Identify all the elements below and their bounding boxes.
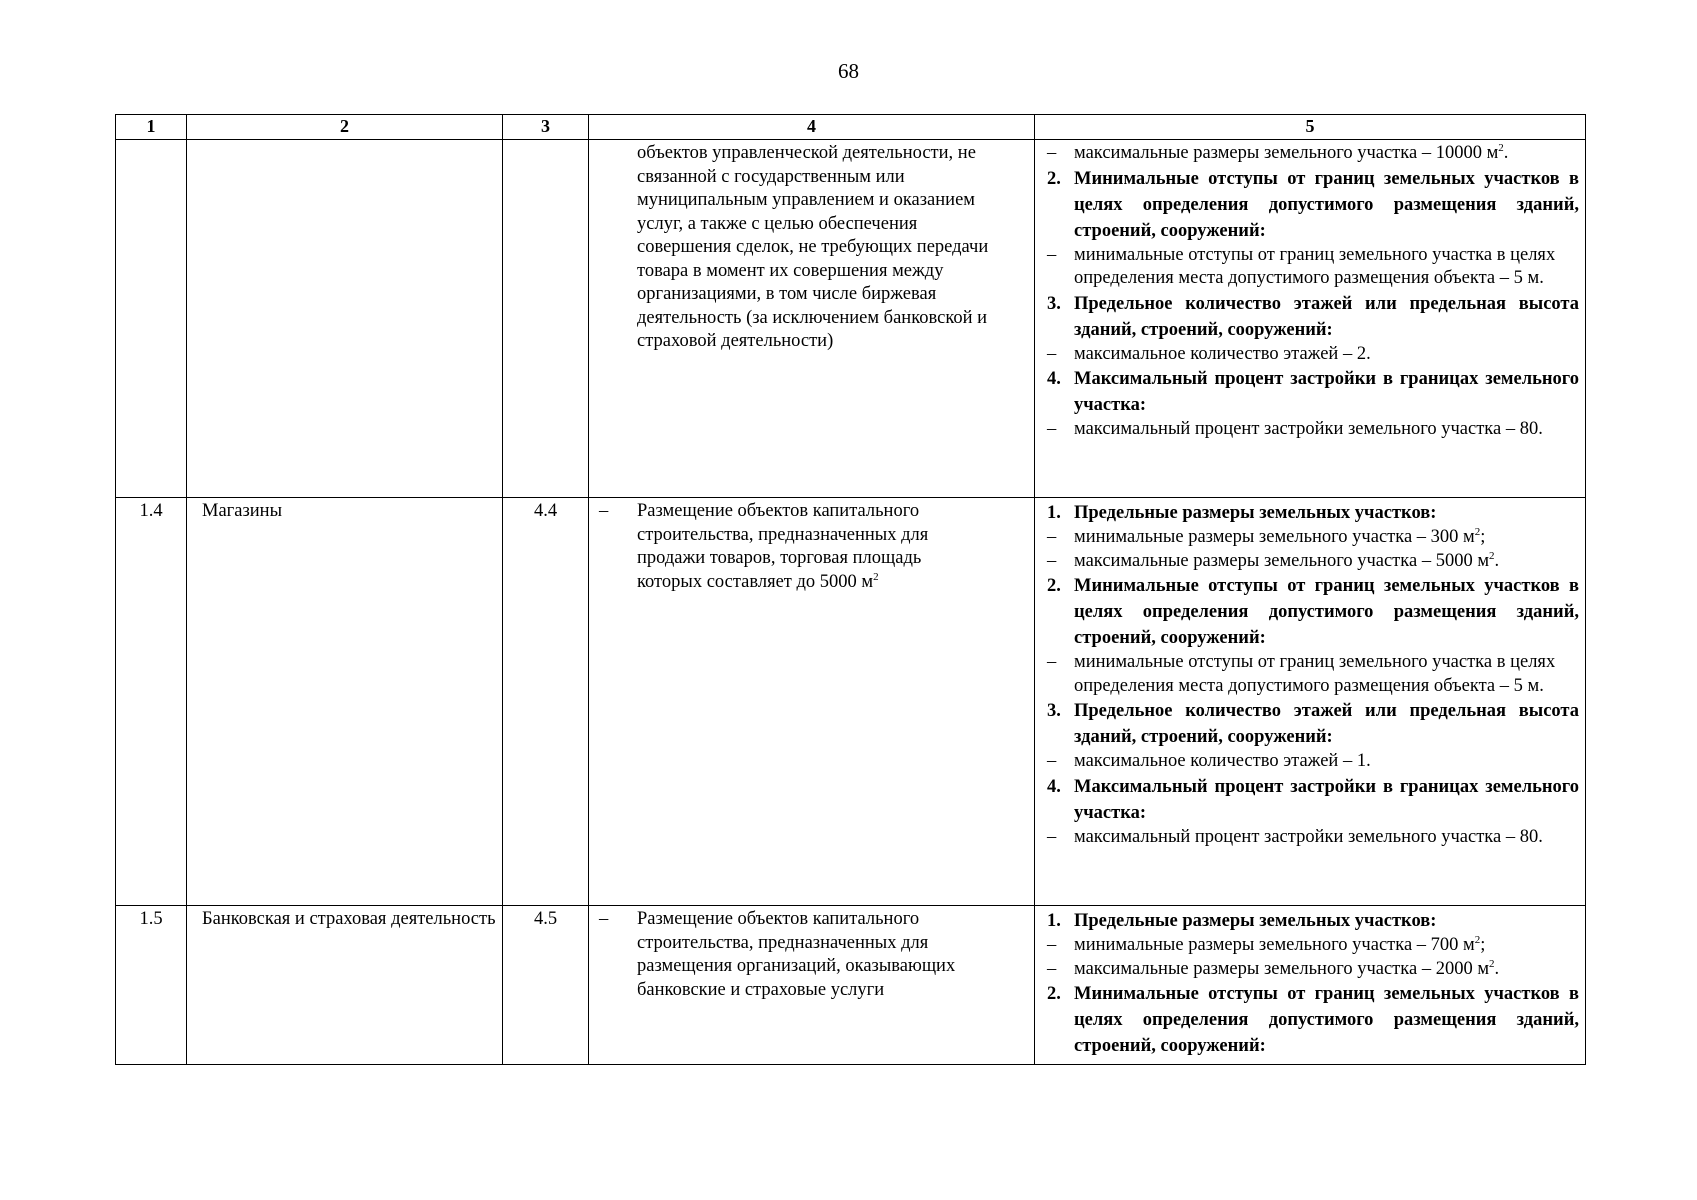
parameter-text	[1074, 166, 1579, 244]
description-line: строительства, предназначенных для	[637, 524, 929, 545]
parameter-heading	[1047, 500, 1579, 526]
parameter-text	[1074, 291, 1579, 343]
parameter-text	[1074, 573, 1579, 651]
row-number-cell	[116, 140, 187, 498]
parameter-item	[1047, 826, 1579, 850]
use-code: 4.4	[533, 501, 558, 521]
parameter-text	[1074, 526, 1579, 550]
parameter-text	[1074, 550, 1579, 574]
use-name-cell	[187, 906, 503, 1065]
parameter-heading	[1047, 774, 1579, 826]
dash-marker: –	[1047, 826, 1057, 847]
description-line: продажи товаров, торговая площадь	[637, 548, 922, 568]
parameters-cell	[1035, 140, 1586, 498]
parameter-heading	[1047, 573, 1579, 651]
item-number: 1.	[1047, 911, 1061, 931]
parameter-text-body: Минимальные отступы от границ земельных участков в целях определения допустимого размещения зданий, строений, сооружений:	[1074, 984, 1579, 1056]
parameter-text	[1074, 934, 1579, 958]
use-code-cell	[503, 498, 589, 906]
parameter-text	[1074, 981, 1579, 1059]
punctuation: .	[1503, 143, 1509, 163]
parameter-text-body: максимальные размеры земельного участка – 5000 м	[1074, 550, 1490, 571]
description-line: связанной с государственным или	[637, 166, 905, 187]
description-line: размещения организаций, оказывающих	[637, 956, 956, 976]
parameter-item	[1047, 651, 1579, 698]
parameter-text-body: минимальные размеры земельного участка – 700 м	[1074, 935, 1475, 955]
use-name-cell	[187, 498, 503, 906]
parameter-heading	[1047, 291, 1579, 343]
parameter-heading	[1047, 166, 1579, 244]
description-line: строительства, предназначенных для	[637, 932, 929, 953]
description-line: Размещение объектов капитального	[637, 909, 920, 929]
parameter-text-body: минимальные отступы от границ земельного участка в целях определения места допустимого размещения объекта – 5 м.	[1074, 652, 1556, 696]
use-name: Магазины	[202, 501, 282, 521]
parameter-heading	[1047, 981, 1579, 1059]
parameter-text	[1074, 500, 1579, 526]
description-line: объектов управленческой деятельности, не	[637, 143, 976, 163]
item-number: 2.	[1047, 576, 1061, 596]
dash-marker: –	[599, 501, 609, 521]
table-header-row	[116, 115, 1586, 140]
parameter-text	[1074, 826, 1579, 850]
dash-marker: –	[1047, 958, 1057, 979]
parameters-cell	[1035, 906, 1586, 1065]
parameter-item	[1047, 343, 1579, 367]
page-number: 68	[838, 59, 859, 83]
column-header: 2	[187, 115, 503, 140]
item-number: 2.	[1047, 168, 1061, 189]
parameter-text-body: Предельные размеры земельных участков:	[1074, 911, 1437, 931]
use-name: Банковская и страховая деятельность	[202, 909, 496, 929]
parameter-text-body: Минимальные отступы от границ земельных участков в целях определения допустимого размещения зданий, строений, сооружений:	[1074, 168, 1579, 241]
parameter-text	[1074, 343, 1579, 367]
table-row	[116, 498, 1586, 906]
description-block	[599, 908, 1026, 1002]
dash-marker: –	[1047, 550, 1057, 571]
description-line: совершения сделок, не требующих передачи	[637, 237, 989, 257]
parameter-text-body: максимальный процент застройки земельного участка – 80.	[1074, 419, 1543, 439]
parameter-text	[1074, 244, 1579, 291]
parameter-text-body: Максимальный процент застройки в границах земельного участка:	[1074, 776, 1579, 823]
column-header: 3	[503, 115, 589, 140]
parameter-text-body: максимальное количество этажей – 2.	[1074, 343, 1371, 364]
parameter-item	[1047, 526, 1579, 550]
item-number: 2.	[1047, 984, 1061, 1004]
punctuation: .	[1494, 550, 1500, 571]
description-line: деятельность (за исключением банковской и	[637, 307, 988, 328]
parameter-text-body: минимальные размеры земельного участка – 300 м	[1074, 527, 1475, 547]
item-number: 3.	[1047, 293, 1061, 314]
description-text	[637, 142, 1026, 354]
superscript: 2	[1498, 142, 1504, 154]
description-cell	[589, 140, 1035, 498]
dash-marker: –	[1047, 527, 1057, 547]
parameter-text-body: Предельные размеры земельных участков:	[1074, 503, 1437, 523]
table-row	[116, 140, 1586, 498]
column-header: 5	[1035, 115, 1586, 140]
use-name-cell	[187, 140, 503, 498]
parameter-text	[1074, 366, 1579, 418]
item-number: 4.	[1047, 369, 1061, 389]
parameter-heading	[1047, 366, 1579, 418]
parameter-item	[1047, 934, 1579, 958]
description-cell	[589, 498, 1035, 906]
description-text	[637, 908, 1026, 1002]
parameter-text	[1074, 750, 1579, 774]
description-line: услуг, а также с целью обеспечения	[637, 213, 918, 234]
dash-marker: –	[1047, 143, 1057, 163]
parameter-item	[1047, 244, 1579, 291]
parameter-item	[1047, 958, 1579, 982]
parameter-text-body: максимальное количество этажей – 1.	[1074, 751, 1371, 771]
use-code: 4.5	[533, 909, 558, 929]
description-line: товара в момент их совершения между	[637, 260, 944, 281]
parameter-text-body: Предельное количество этажей или предельная высота зданий, строений, сооружений:	[1074, 293, 1579, 340]
description-block	[599, 500, 1026, 594]
description-cell	[589, 906, 1035, 1065]
description-line: банковские и страховые услуги	[637, 979, 885, 1000]
parameter-text-body: Максимальный процент застройки в границах земельного участка:	[1074, 369, 1579, 415]
table-row	[116, 906, 1586, 1065]
dash-marker: –	[1047, 343, 1057, 364]
parameter-text	[1074, 908, 1579, 934]
parameter-heading	[1047, 908, 1579, 934]
description-block	[599, 142, 1026, 354]
use-code-cell	[503, 140, 589, 498]
parameter-heading	[1047, 698, 1579, 750]
row-number: 1.4	[139, 501, 163, 521]
row-number: 1.5	[139, 909, 163, 929]
parameters-cell	[1035, 498, 1586, 906]
dash-marker: –	[1047, 935, 1057, 955]
punctuation: .	[1494, 958, 1500, 979]
column-header: 1	[116, 115, 187, 140]
parameter-text-body: минимальные отступы от границ земельного участка в целях определения места допустимого размещения объекта – 5 м.	[1074, 244, 1556, 288]
description-line: страховой деятельности)	[637, 331, 834, 351]
parameter-text	[1074, 774, 1579, 826]
dash-marker: –	[1047, 751, 1057, 771]
punctuation: ;	[1480, 935, 1486, 955]
parameter-text-body: максимальный процент застройки земельного участка – 80.	[1074, 826, 1543, 847]
item-number: 1.	[1047, 503, 1061, 523]
parameter-item	[1047, 418, 1579, 442]
parameter-text	[1074, 651, 1579, 698]
superscript: 2	[1474, 934, 1481, 946]
parameter-text	[1074, 418, 1579, 442]
parameter-text-body: Предельное количество этажей или предельная высота зданий, строений, сооружений:	[1074, 701, 1579, 747]
superscript: 2	[873, 570, 879, 583]
superscript: 2	[1474, 526, 1481, 538]
parameter-text-body: Минимальные отступы от границ земельных участков в целях определения допустимого размещения зданий, строений, сооружений:	[1074, 576, 1579, 648]
punctuation: ;	[1480, 527, 1486, 547]
item-number: 3.	[1047, 701, 1061, 721]
parameter-text	[1074, 142, 1579, 166]
description-line: Размещение объектов капитального	[637, 501, 920, 521]
regulations-table	[115, 114, 1586, 1065]
parameter-text	[1074, 958, 1579, 982]
superscript: 2	[1489, 549, 1495, 562]
dash-marker: –	[1047, 419, 1057, 439]
description-line: которых составляет до 5000 м	[637, 571, 874, 592]
dash-marker: –	[599, 909, 609, 929]
description-line: муниципальным управлением и оказанием	[637, 190, 975, 210]
dash-marker: –	[1047, 244, 1057, 265]
column-header: 4	[589, 115, 1035, 140]
use-code-cell	[503, 906, 589, 1065]
parameter-item	[1047, 550, 1579, 574]
parameter-text	[1074, 698, 1579, 750]
parameter-text-body: максимальные размеры земельного участка – 10000 м	[1074, 143, 1499, 163]
dash-marker: –	[1047, 652, 1057, 672]
row-number-cell	[116, 906, 187, 1065]
parameter-text-body: максимальные размеры земельного участка – 2000 м	[1074, 958, 1490, 979]
description-text	[637, 500, 1026, 594]
superscript: 2	[1489, 957, 1495, 970]
parameter-item	[1047, 750, 1579, 774]
row-number-cell	[116, 498, 187, 906]
description-line: организациями, в том числе биржевая	[637, 284, 937, 304]
item-number: 4.	[1047, 776, 1061, 797]
parameter-item	[1047, 142, 1579, 166]
